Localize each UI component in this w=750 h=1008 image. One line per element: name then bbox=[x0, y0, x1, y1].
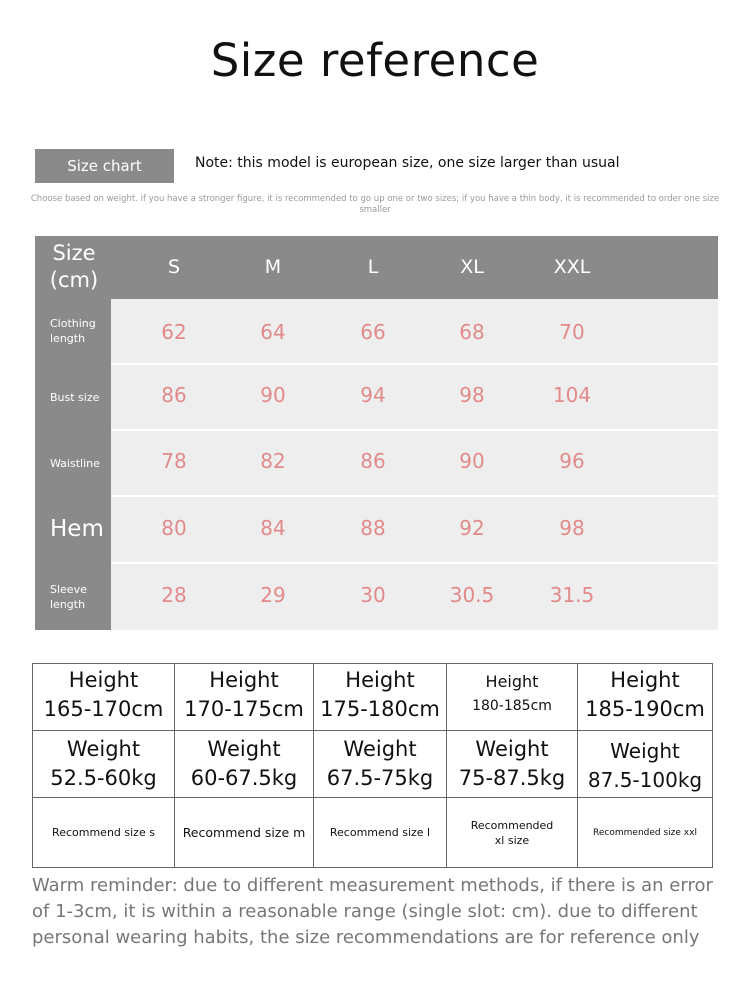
size-value: 62 bbox=[161, 320, 187, 344]
row-label-sleeve-length: Sleeve length bbox=[50, 583, 87, 611]
row-label-hem: Hem bbox=[50, 516, 104, 542]
recommend-size-l: Recommend size l bbox=[314, 798, 447, 867]
height-range: 170-175cm bbox=[184, 697, 304, 721]
weight-label: Weight bbox=[610, 739, 680, 763]
size-value: 98 bbox=[459, 383, 485, 407]
height-cell bbox=[314, 664, 447, 731]
row-label-bust-size: Bust size bbox=[50, 390, 100, 404]
height-label: Height bbox=[485, 672, 539, 691]
size-value: 82 bbox=[260, 449, 286, 473]
size-value: 88 bbox=[360, 516, 386, 540]
height-range: 165-170cm bbox=[43, 697, 164, 721]
column-header-s: S bbox=[167, 256, 181, 278]
size-table bbox=[35, 236, 718, 630]
size-value: 28 bbox=[161, 583, 187, 607]
column-header-xxl: XXL bbox=[553, 256, 591, 278]
size-value: 30 bbox=[360, 583, 386, 607]
recommend-size-xl: Recommended xl size bbox=[447, 798, 578, 867]
warm-reminder: Warm reminder: due to different measurement methods, if there is an error of 1-3cm, it is within a reasonable range (single slot: cm). due to different personal wearing habits, the size recommendations are for reference only bbox=[32, 875, 713, 948]
weight-range: 60-67.5kg bbox=[190, 766, 298, 790]
row-divider bbox=[111, 562, 718, 564]
size-value: 86 bbox=[360, 449, 386, 473]
height-cell bbox=[447, 664, 578, 731]
size-value: 96 bbox=[559, 449, 585, 473]
size-chart-tab: Size chart bbox=[35, 149, 174, 183]
weight-label: Weight bbox=[475, 737, 549, 761]
page-title: Size reference bbox=[210, 34, 540, 87]
size-note: Note: this model is european size, one size larger than usual bbox=[195, 155, 620, 171]
weight-range: 67.5-75kg bbox=[326, 766, 434, 790]
height-label: Height bbox=[610, 668, 680, 692]
choose-hint: Choose based on weight. if you have a stronger figure, it is recommended to go up one or two sizes; if you have a thin body, it is recommended to order one size smaller bbox=[30, 194, 720, 215]
size-corner-label: Size (cm) bbox=[49, 241, 99, 292]
size-value: 84 bbox=[260, 516, 286, 540]
recommend-size-xxl: Recommended size xxl bbox=[593, 827, 697, 838]
row-label-clothing-length: Clothing length bbox=[50, 317, 96, 345]
weight-cell bbox=[175, 731, 314, 798]
size-value: 78 bbox=[161, 449, 187, 473]
weight-range: 75-87.5kg bbox=[458, 766, 566, 790]
height-range: 175-180cm bbox=[320, 697, 440, 721]
size-value: 68 bbox=[459, 320, 485, 344]
size-value: 104 bbox=[552, 383, 592, 407]
recommend-size-m: Recommend size m bbox=[175, 798, 314, 867]
size-value: 30.5 bbox=[449, 583, 495, 607]
size-value: 92 bbox=[459, 516, 485, 540]
row-divider bbox=[111, 363, 718, 365]
recommendation-table bbox=[32, 663, 713, 868]
size-value: 70 bbox=[559, 320, 585, 344]
height-label: Height bbox=[345, 668, 415, 692]
height-cell bbox=[175, 664, 314, 731]
height-range: 185-190cm bbox=[585, 697, 705, 721]
column-header-m: M bbox=[264, 256, 282, 278]
size-value: 80 bbox=[161, 516, 187, 540]
row-divider bbox=[111, 495, 718, 497]
weight-label: Weight bbox=[207, 737, 281, 761]
size-value: 98 bbox=[559, 516, 585, 540]
weight-cell bbox=[33, 731, 175, 798]
row-label-waistline: Waistline bbox=[50, 456, 100, 470]
height-cell bbox=[578, 664, 712, 731]
size-value: 94 bbox=[360, 383, 386, 407]
weight-cell bbox=[314, 731, 447, 798]
size-value: 66 bbox=[360, 320, 386, 344]
height-label: Height bbox=[209, 668, 279, 692]
size-value: 64 bbox=[260, 320, 286, 344]
weight-cell bbox=[447, 731, 578, 798]
size-value: 86 bbox=[161, 383, 187, 407]
height-range: 180-185cm bbox=[472, 698, 552, 714]
size-value: 29 bbox=[260, 583, 286, 607]
column-header-xl: XL bbox=[460, 256, 484, 278]
weight-label: Weight bbox=[66, 737, 141, 761]
height-cell bbox=[33, 664, 175, 731]
size-value: 90 bbox=[459, 449, 485, 473]
size-value: 90 bbox=[260, 383, 286, 407]
recommend-size-s: Recommend size s bbox=[33, 798, 175, 867]
weight-cell bbox=[578, 731, 712, 798]
row-divider bbox=[111, 429, 718, 431]
weight-range: 87.5-100kg bbox=[587, 768, 703, 792]
height-label: Height bbox=[68, 668, 139, 692]
column-header-l: L bbox=[367, 256, 379, 278]
size-value: 31.5 bbox=[549, 583, 595, 607]
weight-range: 52.5-60kg bbox=[50, 766, 157, 790]
weight-label: Weight bbox=[343, 737, 417, 761]
